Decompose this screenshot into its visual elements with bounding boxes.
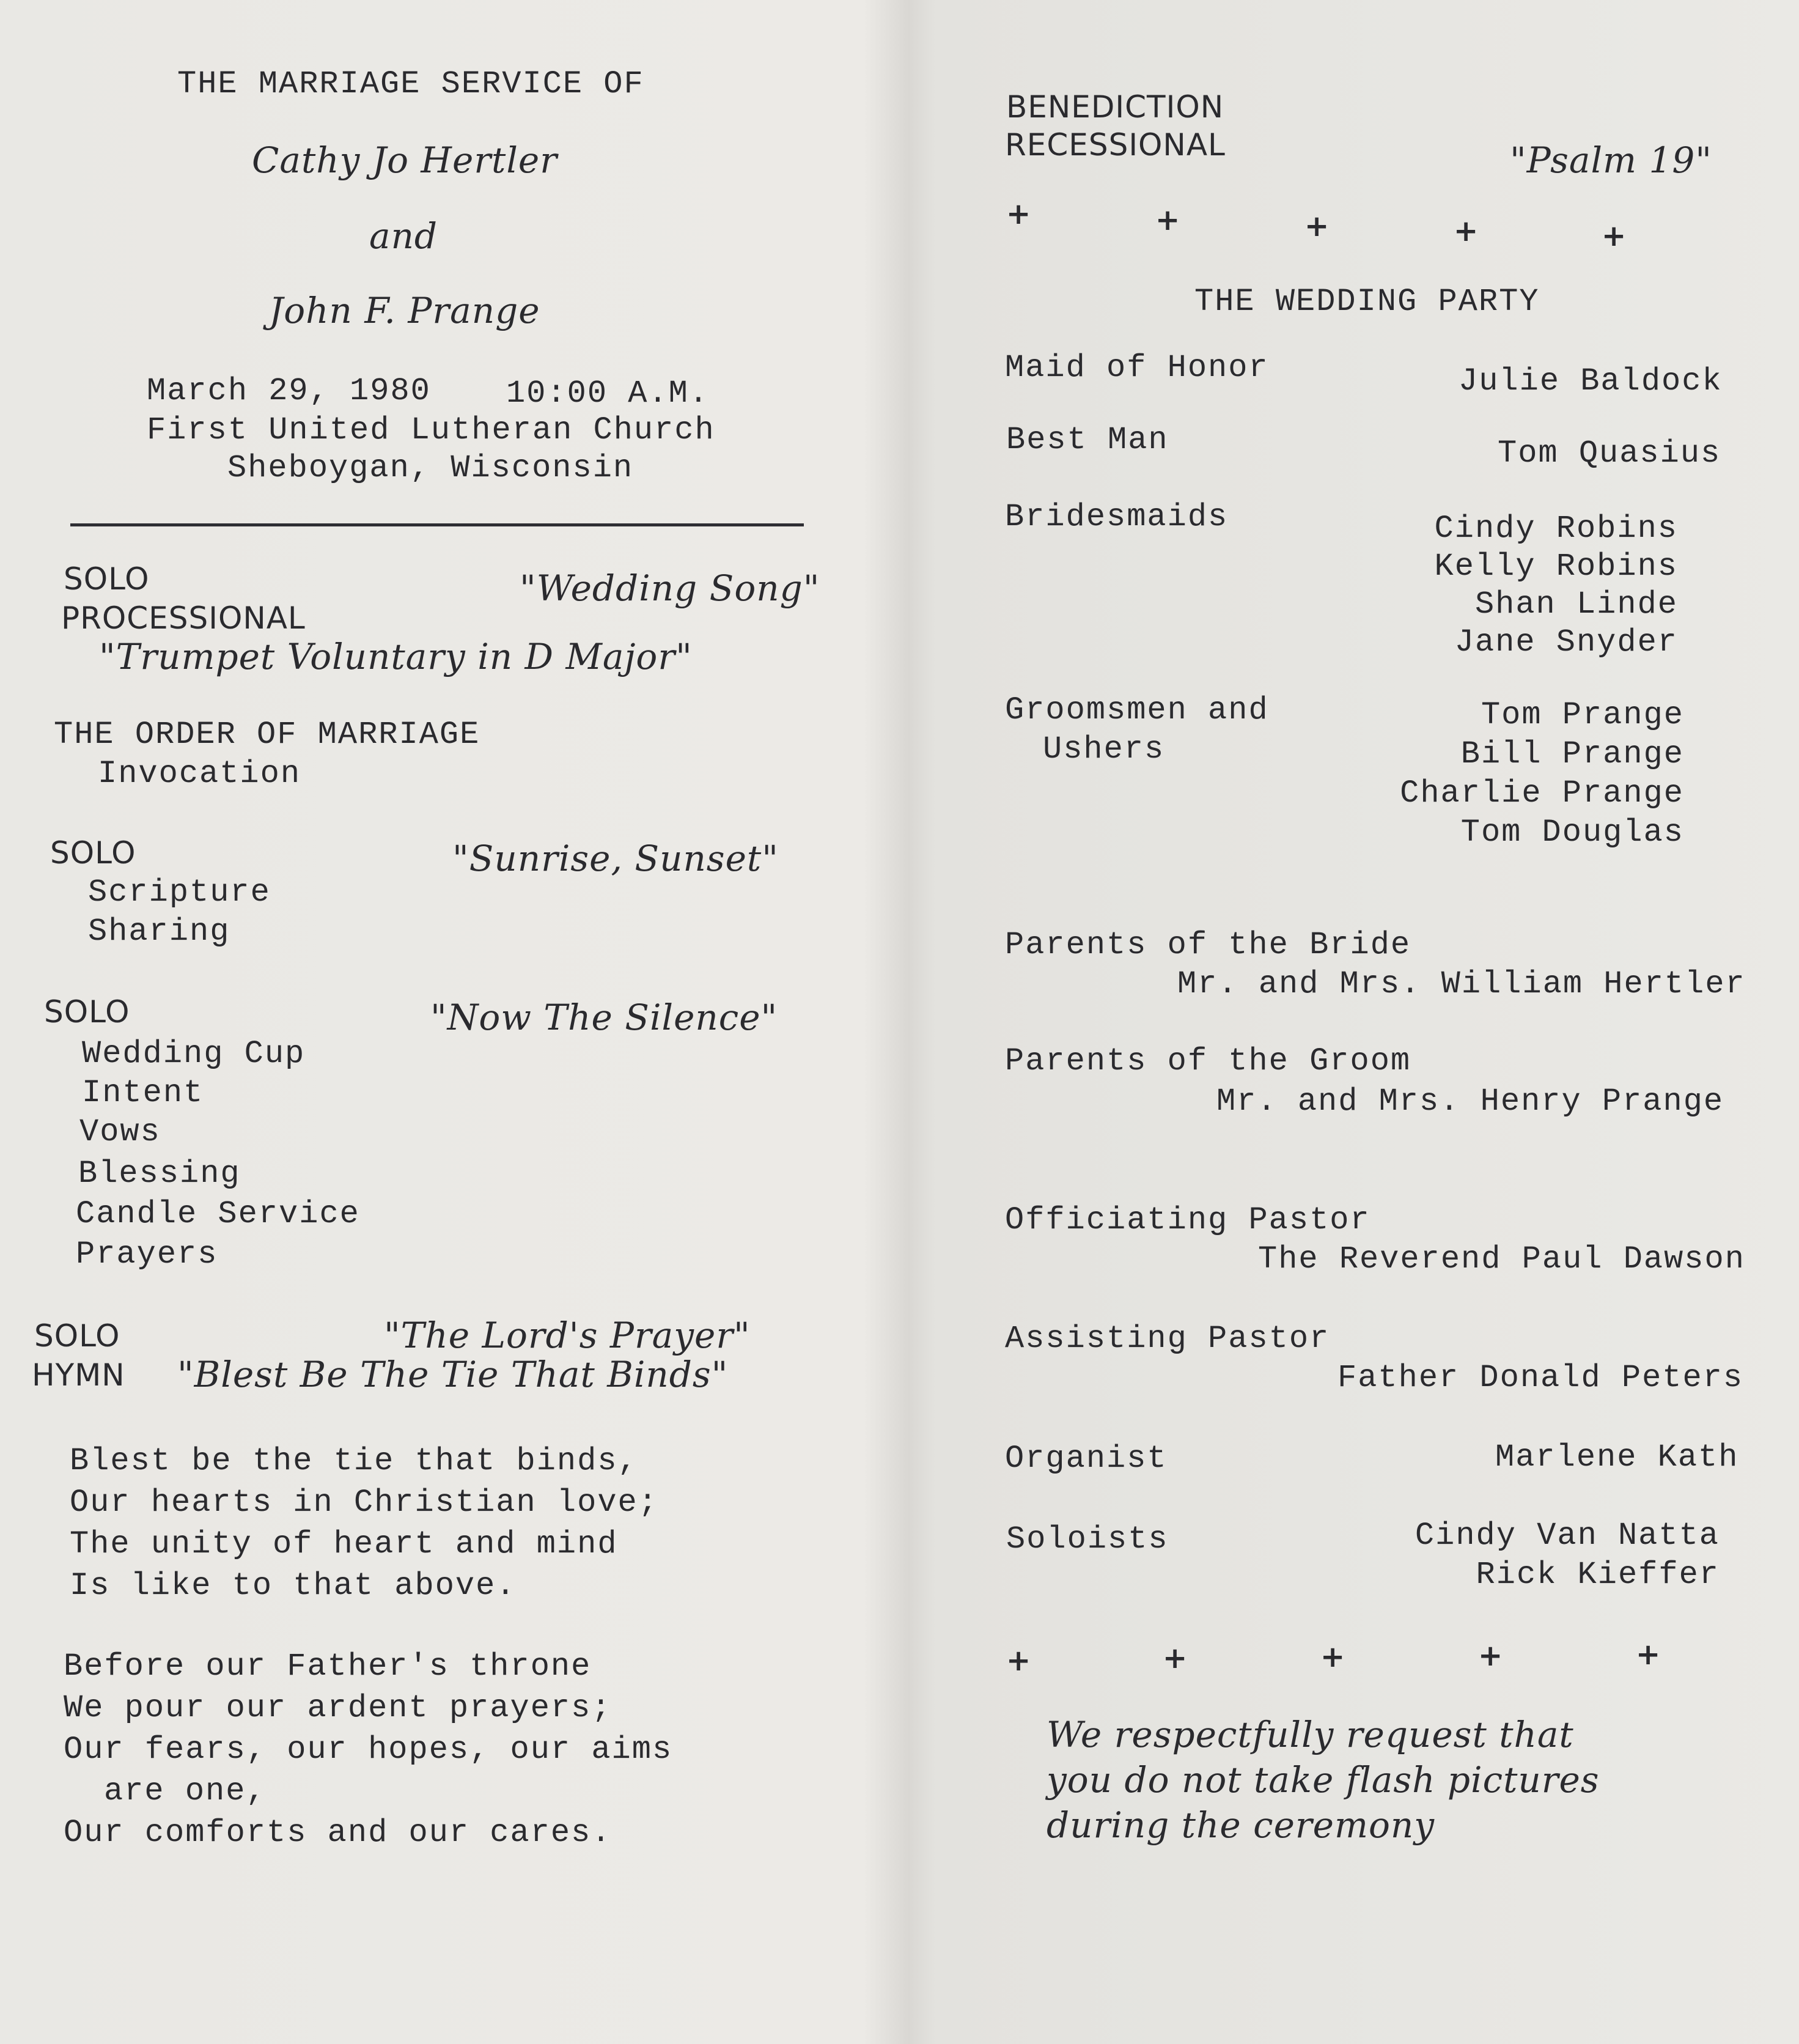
recessional-label: RECESSIONAL [1005, 127, 1226, 163]
recessional-title: "Psalm 19" [1510, 139, 1712, 181]
item-intent: Intent [82, 1075, 204, 1111]
verse-line: We pour our ardent prayers; [64, 1690, 612, 1726]
party-member: Charlie Prange [1400, 775, 1684, 811]
verse-line: Our fears, our hopes, our aims [64, 1732, 673, 1768]
verse-line: Is like to that above. [70, 1568, 517, 1604]
role-groomsmen: Groomsmen and [1005, 692, 1269, 728]
plus-ornament: + [1320, 1640, 1345, 1674]
party-member: Cindy Van Natta [1415, 1518, 1720, 1554]
right-page [905, 0, 1799, 2044]
plus-ornament: + [1454, 214, 1479, 248]
verse-line: are one, [104, 1773, 267, 1809]
verse-line: Our comforts and our cares. [64, 1815, 612, 1851]
solo-label-4: SOLO [34, 1318, 120, 1354]
flash-photo-note [1047, 1712, 1600, 1848]
role-officiating-pastor: Officiating Pastor [1005, 1202, 1370, 1238]
church-name: First United Lutheran Church [147, 412, 715, 448]
benediction-label: BENEDICTION [1006, 89, 1224, 125]
item-candle-service: Candle Service [76, 1196, 360, 1232]
invocation: Invocation [98, 756, 301, 792]
note-line: you do not take flash pictures [1047, 1759, 1600, 1801]
hymn-title: "Blest Be The Tie That Binds" [177, 1354, 729, 1395]
role-assisting-pastor: Assisting Pastor [1005, 1321, 1330, 1357]
name-assisting-pastor: Father Donald Peters [1337, 1360, 1744, 1396]
item-sharing: Sharing [88, 913, 230, 950]
names-groomsmen [1400, 696, 1684, 852]
service-time: 10:00 A.M. [506, 375, 710, 411]
plus-ornament: + [1006, 1644, 1031, 1678]
church-location: Sheboygan, Wisconsin [227, 450, 634, 486]
party-member: Cindy Robins [1434, 511, 1678, 547]
item-blessing: Blessing [78, 1156, 241, 1192]
solo-title-4: "The Lord's Prayer" [384, 1315, 751, 1356]
left-page [0, 0, 899, 2044]
names-soloists [1415, 1516, 1720, 1595]
processional-title: "Trumpet Voluntary in D Major" [99, 636, 693, 677]
item-wedding-cup: Wedding Cup [82, 1036, 306, 1072]
plus-ornament: + [1163, 1641, 1188, 1675]
solo-title-3: "Now The Silence" [430, 997, 778, 1038]
name-maid-of-honor: Julie Baldock [1459, 363, 1723, 399]
plus-ornament: + [1478, 1639, 1503, 1673]
solo-title-2: "Sunrise, Sunset" [452, 838, 779, 879]
item-vows: Vows [79, 1114, 161, 1150]
party-member: Tom Prange [1481, 697, 1684, 733]
role-ushers: Ushers [1043, 731, 1165, 767]
party-member: Tom Douglas [1460, 814, 1684, 850]
party-member: Shan Linde [1474, 586, 1678, 622]
divider-rule [70, 523, 804, 526]
plus-ornament: + [1602, 219, 1627, 253]
name-parents-groom: Mr. and Mrs. Henry Prange [1216, 1083, 1724, 1120]
role-soloists: Soloists [1006, 1521, 1169, 1557]
item-prayers: Prayers [76, 1236, 218, 1272]
groom-name: John F. Prange [269, 290, 540, 331]
plus-ornament: + [1636, 1637, 1661, 1672]
party-heading: THE WEDDING PARTY [1194, 284, 1540, 320]
hymn-verse-2 [64, 1646, 672, 1854]
bride-name: Cathy Jo Hertler [252, 139, 557, 181]
role-organist: Organist [1005, 1441, 1168, 1477]
party-member: Kelly Robins [1434, 548, 1678, 585]
party-member: Rick Kieffer [1476, 1557, 1720, 1593]
role-bridesmaids: Bridesmaids [1005, 499, 1229, 535]
note-line: during the ceremony [1047, 1804, 1435, 1846]
name-officiating-pastor: The Reverend Paul Dawson [1258, 1241, 1745, 1277]
item-scripture: Scripture [88, 874, 271, 910]
verse-line: Before our Father's throne [64, 1648, 592, 1684]
plus-ornament: + [1155, 203, 1180, 237]
service-title: THE MARRIAGE SERVICE OF [177, 66, 644, 102]
plus-ornament: + [1006, 197, 1031, 231]
party-member: Jane Snyder [1454, 624, 1678, 660]
name-parents-bride: Mr. and Mrs. William Hertler [1177, 966, 1746, 1002]
role-parents-groom: Parents of the Groom [1005, 1043, 1411, 1079]
name-best-man: Tom Quasius [1498, 435, 1721, 471]
solo-label-3: SOLO [44, 994, 130, 1030]
hymn-label: HYMN [32, 1357, 125, 1393]
names-bridesmaids [1435, 510, 1678, 662]
name-organist: Marlene Kath [1495, 1439, 1739, 1475]
role-maid-of-honor: Maid of Honor [1005, 350, 1269, 386]
processional-label: PROCESSIONAL [61, 600, 306, 636]
solo-title-1: "Wedding Song" [520, 567, 820, 609]
verse-line: The unity of heart and mind [70, 1526, 618, 1562]
plus-ornament: + [1304, 209, 1330, 243]
and-text: and [369, 215, 438, 257]
hymn-verse-1 [70, 1441, 658, 1607]
order-heading: THE ORDER OF MARRIAGE [54, 717, 480, 753]
solo-label-1: SOLO [64, 561, 150, 597]
verse-line: Blest be the tie that binds, [70, 1443, 638, 1479]
party-member: Bill Prange [1460, 736, 1684, 772]
solo-label-2: SOLO [50, 835, 136, 871]
service-date: March 29, 1980 [147, 373, 431, 409]
role-best-man: Best Man [1006, 422, 1169, 458]
note-line: We respectfully request that [1047, 1714, 1574, 1755]
verse-line: Our hearts in Christian love; [70, 1485, 658, 1521]
role-parents-bride: Parents of the Bride [1005, 927, 1411, 963]
